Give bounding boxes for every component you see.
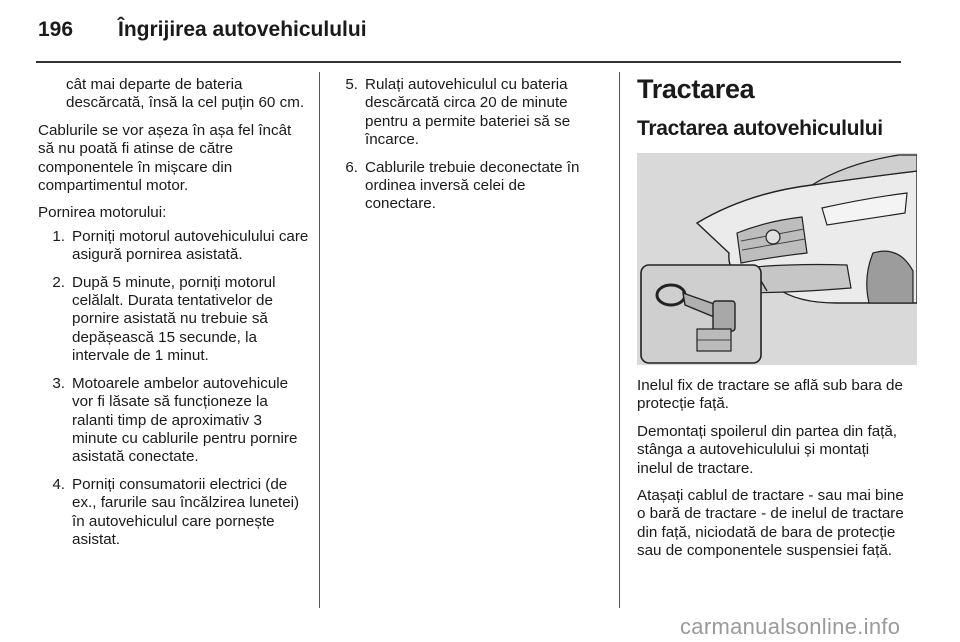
subsection-title: Tractarea autovehiculului [637, 117, 883, 140]
list-item-number: 6. [345, 158, 358, 176]
list-item [338, 159, 596, 214]
list-item [38, 228, 310, 265]
column-1 [38, 76, 310, 558]
list-item-number: 5. [345, 76, 358, 93]
list-item [38, 476, 310, 550]
list-item-number: 2. [52, 273, 65, 291]
list-item-text: Motoarele ambelor autovehicule vor fi lăsate să funcționeze la ralanti timp de aproximativ 3 minute cu cablurile pentru pornire asistată conectate. [72, 374, 298, 466]
list-item-number: 3. [52, 374, 65, 392]
header-rule [36, 61, 901, 63]
column-3 [637, 74, 905, 570]
chapter-title: Îngrijirea autovehiculului [118, 18, 367, 41]
towing-text [637, 377, 905, 561]
list-item [38, 274, 310, 366]
list-item-number: 1. [52, 227, 65, 245]
paragraph-engine-start: Pornirea motorului: [38, 204, 167, 222]
watermark: carmanualsonline.info [680, 614, 901, 639]
list-item-text: După 5 minute, porniți motorul celălalt. Durata tentativelor de pornire asistată nu trebuie să depășească 15 secunde, la intervale de 1 minut. [72, 273, 276, 365]
paragraph-attach-cable: Atașați cablul de tractare - sau mai bine o bară de tractare - de inelul de tractare din față, niciodată de bara de protecție sau de componentele suspensiei față. [637, 487, 904, 560]
list-item [38, 375, 310, 467]
list-item [338, 76, 596, 150]
page-number: 196 [38, 18, 74, 41]
list-item-text: Rulați autovehiculul cu bateria descărcată circa 20 de minute pentru a permite bateriei să se încarce. [365, 76, 571, 149]
towing-eye-illustration [637, 153, 917, 365]
paragraph-remove-spoiler: Demontați spoilerul din partea din față, stânga a autovehiculului și montați inelul de tractare. [637, 422, 898, 477]
list-item-text: Cablurile trebuie deconectate în ordinea inversă celei de conectare. [365, 158, 580, 213]
list-item-text: Porniți consumatorii electrici (de ex., farurile sau încălzirea lunetei) în autovehiculul care pornește asistat. [72, 475, 300, 548]
steps-list-continued [338, 76, 596, 214]
section-title: Tractarea [637, 74, 755, 104]
paragraph-towing-eye-location: Inelul fix de tractare se află sub bara de protecție față. [637, 377, 903, 413]
continued-item-text: cât mai departe de bateria descărcată, însă la cel puțin 60 cm. [66, 76, 305, 112]
list-item-number: 4. [52, 475, 65, 493]
paragraph-cable-routing: Cablurile se vor așeza în așa fel încât să nu poată fi atinse de către componentele în mișcare din compartimentul motor. [38, 121, 292, 195]
column-divider-1 [319, 72, 320, 608]
list-item-text: Porniți motorul autovehiculului care asigură pornirea asistată. [72, 227, 309, 264]
column-divider-2 [619, 72, 620, 608]
column-2 [338, 76, 596, 223]
steps-list [38, 228, 310, 550]
